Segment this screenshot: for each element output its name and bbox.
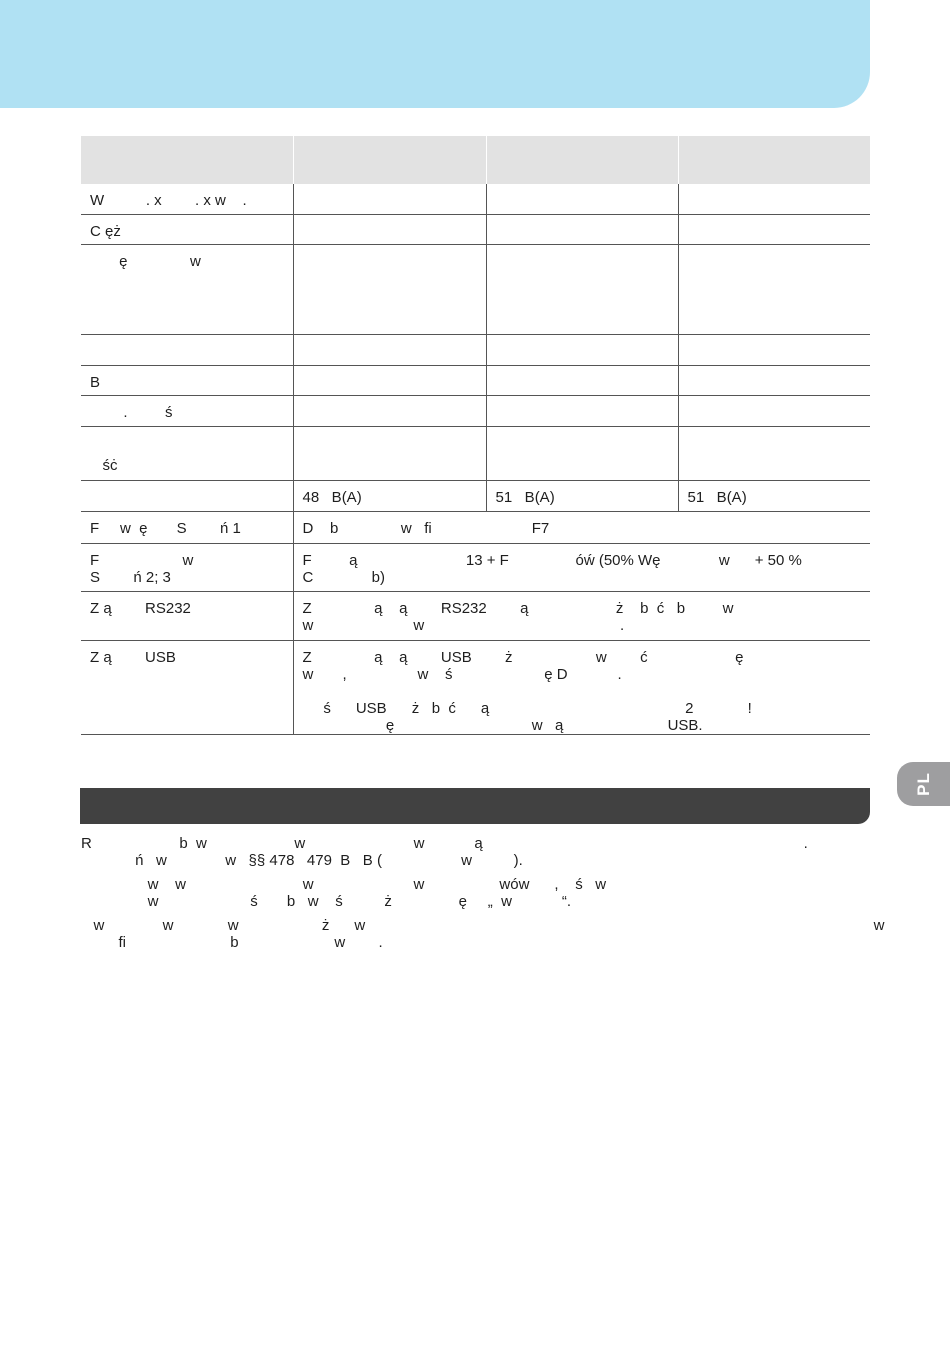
table-cell-text xyxy=(496,335,678,343)
table-cell-text xyxy=(303,427,486,435)
table-cell-text xyxy=(303,215,486,223)
table-cell xyxy=(293,136,486,184)
table-row xyxy=(81,592,870,641)
table-cell-text xyxy=(90,136,293,144)
table-cell-text xyxy=(688,396,871,404)
table-cell-text xyxy=(496,245,678,253)
table-cell-text xyxy=(303,366,486,374)
table-row xyxy=(81,427,870,481)
table-cell xyxy=(293,335,486,366)
table-cell-text: . ś xyxy=(90,404,173,421)
table-cell-text: Z ą RS232 xyxy=(90,600,191,617)
table-cell xyxy=(678,245,870,335)
header-band xyxy=(0,0,870,108)
table-cell-text: Z ą USB xyxy=(90,649,176,666)
table-cell xyxy=(678,396,870,427)
table-cell-text xyxy=(688,427,871,435)
table-cell xyxy=(293,215,486,245)
table-cell-text xyxy=(496,215,678,223)
table-cell xyxy=(293,544,870,592)
table-cell xyxy=(678,184,870,215)
table-cell-text: ę w xyxy=(90,253,201,270)
body-paragraph-2: w w w w wów , ś w w ś b w ś ż ę „ w “. xyxy=(147,876,607,910)
table-cell-text: 51 B(A) xyxy=(495,489,555,506)
table-cell xyxy=(81,592,293,641)
table-cell-text: 51 B(A) xyxy=(687,489,747,506)
table-cell-text xyxy=(303,245,486,253)
table-cell xyxy=(81,215,293,245)
table-cell xyxy=(81,481,293,512)
table-row xyxy=(81,335,870,366)
table-row xyxy=(81,512,870,544)
table-cell xyxy=(81,544,293,592)
table-cell xyxy=(81,335,293,366)
table-cell-text xyxy=(496,366,678,374)
table-cell-text xyxy=(303,335,486,343)
table-cell-text xyxy=(688,184,871,192)
table-row xyxy=(81,215,870,245)
table-cell-text xyxy=(688,245,871,253)
table-cell xyxy=(81,641,293,735)
table-cell-text xyxy=(496,136,678,144)
table-cell xyxy=(81,366,293,396)
table-cell xyxy=(293,427,486,481)
body-text xyxy=(81,835,885,958)
specs-table xyxy=(81,136,870,735)
table-cell-text: Z ą ą USB ż w ć ę w , w ś ę D . ś USB ż b ć ą 2 ! ę w ą USB. xyxy=(302,649,752,734)
table-row xyxy=(81,184,870,215)
table-cell xyxy=(678,215,870,245)
table-cell xyxy=(293,396,486,427)
table-cell-text xyxy=(90,481,293,489)
table-cell xyxy=(293,641,870,735)
table-cell xyxy=(486,215,678,245)
table-cell-text xyxy=(496,427,678,435)
table-cell-text xyxy=(90,335,293,343)
body-paragraph-1: R b w w w ą . ń w w §§ 478 479 B B ( w ). xyxy=(81,835,808,869)
table-row xyxy=(81,396,870,427)
table-cell xyxy=(486,366,678,396)
table-cell xyxy=(81,512,293,544)
table-cell-text: W . x . x w . xyxy=(90,192,247,209)
table-cell-text: D b w fi F7 xyxy=(302,520,550,537)
table-row xyxy=(81,544,870,592)
table-row xyxy=(81,366,870,396)
table-cell xyxy=(486,184,678,215)
table-cell xyxy=(486,396,678,427)
table-cell xyxy=(293,245,486,335)
body-paragraph-3: w w w ż w w fi b w . xyxy=(93,917,885,951)
table-cell xyxy=(486,136,678,184)
table-cell xyxy=(678,427,870,481)
table-row xyxy=(81,245,870,335)
table-cell xyxy=(678,136,870,184)
table-cell-text xyxy=(496,184,678,192)
section-header-bar xyxy=(80,788,870,824)
table-cell xyxy=(81,396,293,427)
table-cell-text: F ą 13 + F óẃ (50% Wę w + 50 % C b) xyxy=(302,552,802,586)
language-tab-label: PL xyxy=(913,772,933,796)
table-cell-text: C ęż xyxy=(90,223,121,240)
table-cell xyxy=(81,245,293,335)
table-cell xyxy=(81,184,293,215)
table-cell-text: B xyxy=(90,374,101,391)
table-row xyxy=(81,481,870,512)
table-cell-text xyxy=(303,396,486,404)
table-cell-text xyxy=(496,396,678,404)
table-cell xyxy=(81,136,293,184)
table-cell-text: śċ xyxy=(90,457,118,474)
table-cell xyxy=(486,481,678,512)
table-cell-text: F w ę S ń 1 xyxy=(90,520,241,537)
table-cell-text xyxy=(303,184,486,192)
table-header-row xyxy=(81,136,870,184)
table-cell xyxy=(486,335,678,366)
table-cell-text xyxy=(688,335,871,343)
table-cell-text xyxy=(303,136,486,144)
table-cell xyxy=(293,366,486,396)
table-cell xyxy=(678,335,870,366)
table-cell xyxy=(486,245,678,335)
table-cell-text: 48 B(A) xyxy=(302,489,362,506)
language-tab xyxy=(897,762,950,806)
table-row xyxy=(81,641,870,735)
table-cell xyxy=(293,592,870,641)
table-cell xyxy=(678,481,870,512)
table-cell-text xyxy=(688,215,871,223)
table-cell xyxy=(293,184,486,215)
table-cell xyxy=(293,512,870,544)
table-cell xyxy=(293,481,486,512)
table-cell-text: Z ą ą RS232 ą ż b ć b w w w . xyxy=(302,600,734,634)
table-cell-text xyxy=(688,136,871,144)
table-cell-text xyxy=(688,366,871,374)
table-cell xyxy=(678,366,870,396)
table-cell-text: F w S ń 2; 3 xyxy=(90,552,194,586)
table-cell xyxy=(81,427,293,481)
table-cell xyxy=(486,427,678,481)
